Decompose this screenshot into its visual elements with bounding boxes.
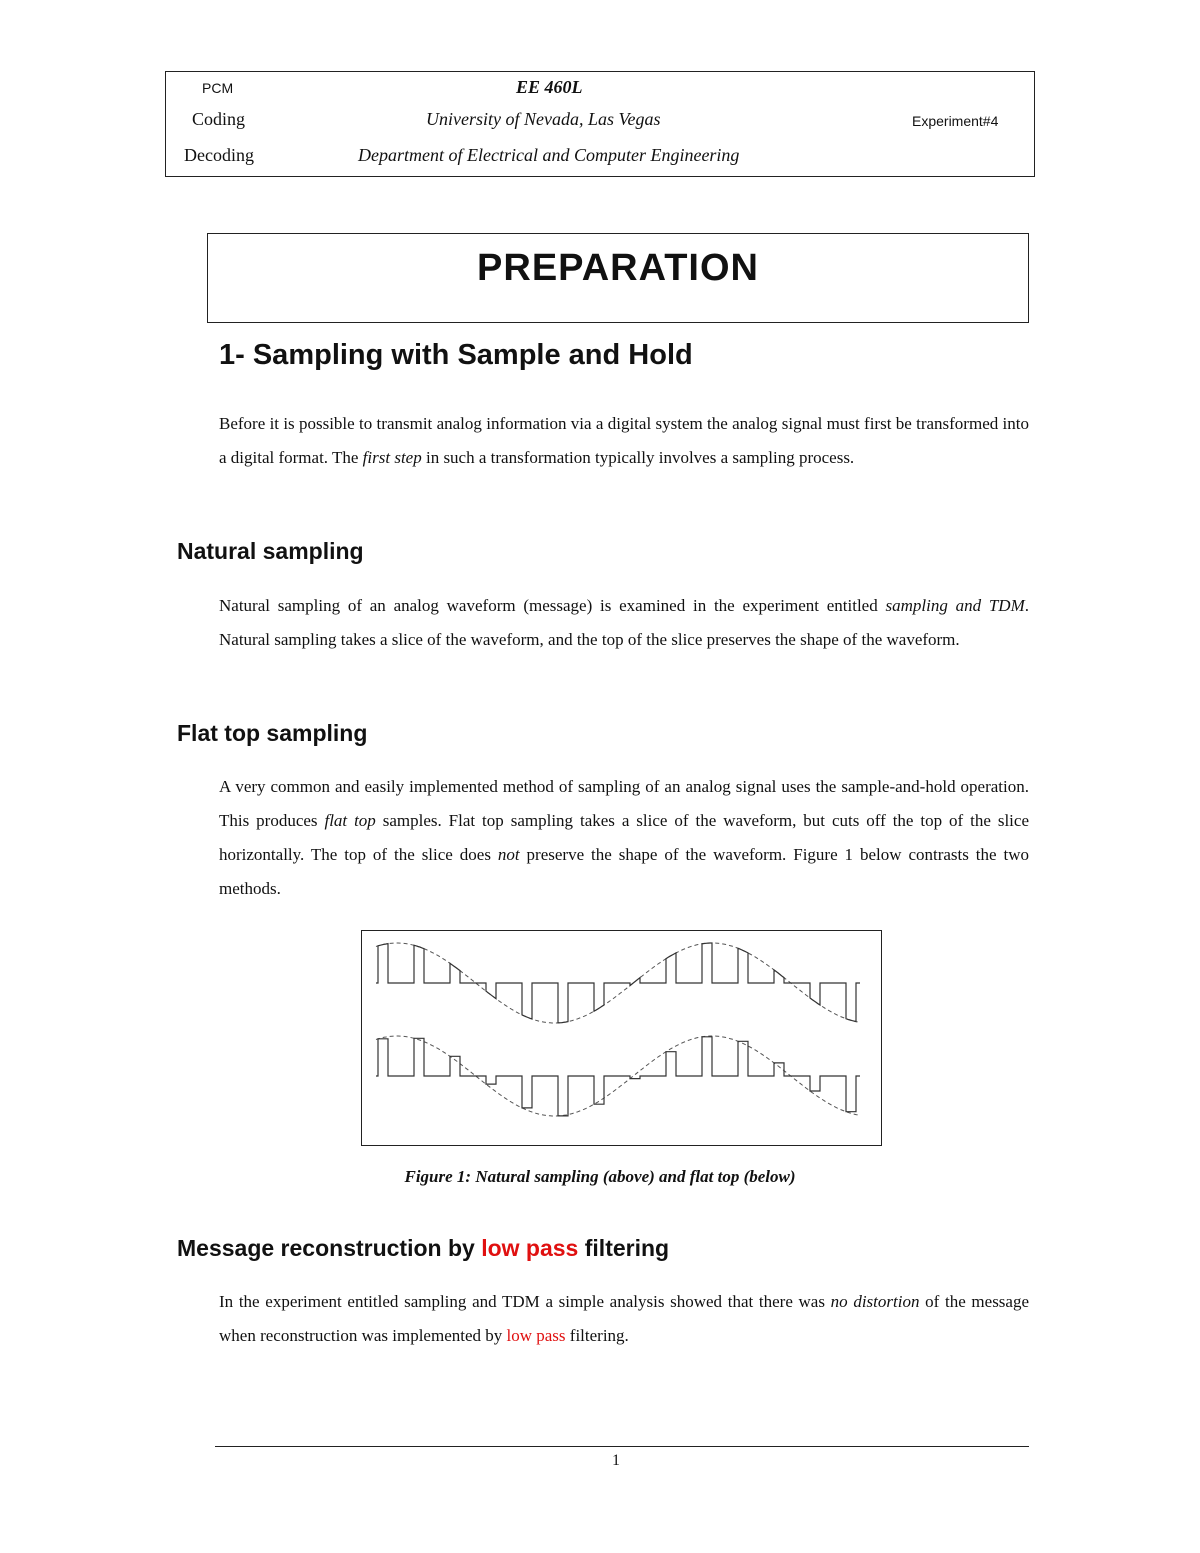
reconstruction-emphasis: no distortion: [830, 1292, 920, 1311]
figure-sampling: [361, 930, 882, 1146]
upper-natural-samples: [376, 943, 860, 1023]
flat-text-3: preserve the shape of the waveform. Figure 1 below contrasts the two methods.: [219, 845, 1029, 898]
lower-flat-top-samples: [376, 1037, 860, 1116]
heading-flat-top-sampling: Flat top sampling: [177, 720, 368, 746]
reconstruction-heading-red: low pass: [481, 1235, 579, 1261]
flat-top-sampling-plot: [376, 1036, 860, 1116]
header-university: University of Nevada, Las Vegas: [426, 109, 661, 129]
section-heading-sampling: 1- Sampling with Sample and Hold: [219, 339, 693, 371]
reconstruction-text-3: filtering.: [565, 1326, 629, 1345]
natural-emphasis: sampling and TDM: [885, 596, 1025, 615]
heading-natural-sampling: Natural sampling: [177, 538, 364, 564]
header-coding: Coding: [192, 109, 246, 129]
natural-text-2: . Natural sampling takes a slice of the waveform, and the top of the slice preserves the shape of the waveform.: [219, 596, 1029, 649]
page-number: 1: [612, 1452, 620, 1469]
header-experiment: Experiment#4: [912, 113, 999, 129]
figure-caption: Figure 1: Natural sampling (above) and flat top (below): [404, 1167, 796, 1186]
header-course: EE 460L: [516, 77, 583, 97]
footer-rule: [215, 1446, 1029, 1447]
reconstruction-heading-pre: Message reconstruction by: [177, 1235, 482, 1261]
title-box: [207, 233, 1029, 323]
header-decoding: Decoding: [184, 145, 254, 165]
intro-text-1: Before it is possible to transmit analog information via a digital system the analog signal must first be transformed into a digital format. The: [219, 414, 1029, 467]
reconstruction-text-2: of the message when reconstruction was implemented by: [219, 1292, 1030, 1345]
flat-emphasis-1: flat top: [324, 811, 376, 830]
header-pcm: PCM: [202, 80, 234, 96]
flat-text-1: A very common and easily implemented method of sampling of an analog signal uses the sample-and-hold operation. This produces: [219, 777, 1029, 830]
flat-text-2: samples. Flat top sampling takes a slice of the waveform, but cuts off the top of the slice horizontally. The top of the slice does: [219, 811, 1030, 864]
intro-emphasis: first step: [362, 448, 422, 467]
page-title: PREPARATION: [477, 247, 759, 289]
natural-sampling-plot: [376, 943, 860, 1023]
paragraph-flat: [219, 770, 1029, 906]
natural-text-1: Natural sampling of an analog waveform (message) is examined in the experiment entitled: [219, 596, 886, 615]
sampling-waveforms: [362, 931, 880, 1144]
paragraph-reconstruction: [219, 1285, 1029, 1353]
paragraph-natural: [219, 589, 1029, 657]
reconstruction-red: low pass: [506, 1326, 566, 1345]
flat-emphasis-2: not: [497, 845, 520, 864]
document-header: [165, 71, 1035, 177]
reconstruction-text-1: In the experiment entitled sampling and TDM a simple analysis showed that there was: [219, 1292, 831, 1311]
intro-text-2: in such a transformation typically involves a sampling process.: [421, 448, 855, 467]
reconstruction-heading-post: filtering: [578, 1235, 670, 1261]
paragraph-intro: [219, 407, 1029, 475]
header-department: Department of Electrical and Computer Engineering: [358, 145, 740, 165]
heading-reconstruction: [177, 1235, 669, 1262]
